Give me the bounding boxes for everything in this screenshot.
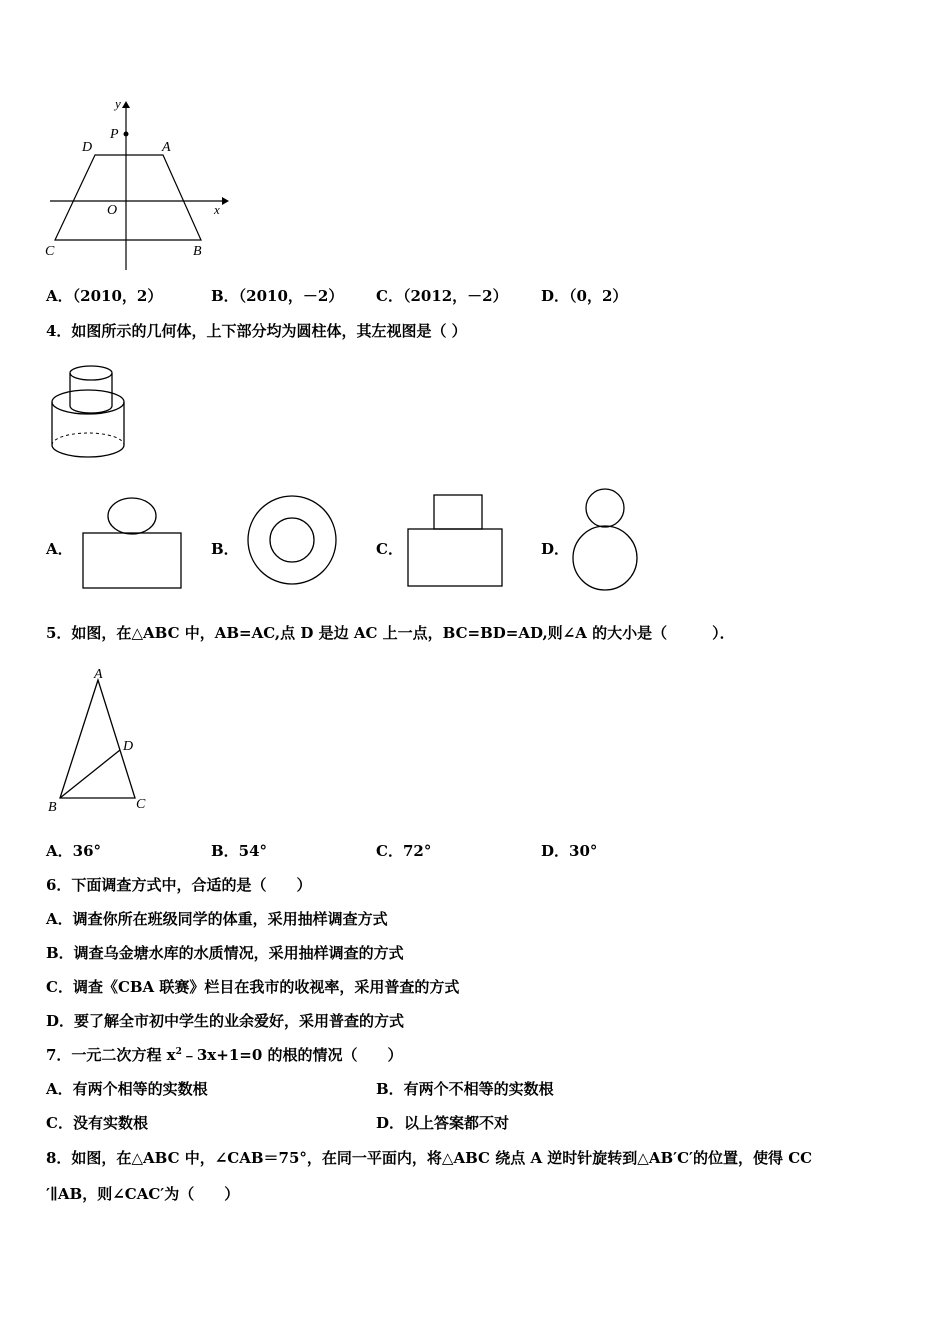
y-axis-arrow <box>122 101 130 108</box>
q4-stem: 4．如图所示的几何体，上下部分均为圆柱体，其左视图是（ ） <box>46 322 467 340</box>
q4-option-b[interactable]: B． <box>211 540 239 558</box>
q5-stem: 5．如图，在△ABC 中，AB=AC,点 D 是边 AC 上一点，BC=BD=AD,则∠A 的大小是（ ）． <box>46 624 735 642</box>
q5-option-d[interactable]: D．30° <box>541 842 598 860</box>
label-o: O <box>107 203 118 218</box>
q4-option-d-figure <box>571 487 639 593</box>
q7-stem-exponent: 2 <box>175 1047 182 1057</box>
trapezoid-dacb <box>55 155 201 240</box>
label-y: y <box>115 96 121 111</box>
q6-option-b[interactable]: B．调查乌金塘水库的水质情况，采用抽样调查的方式 <box>46 944 404 962</box>
label-x: x <box>214 202 220 217</box>
label-b: B <box>193 244 202 259</box>
q8-stem-line1: 8．如图，在△ABC 中，∠CAB＝75°，在同一平面内，将△ABC 绕点 A 逆时针旋转到△AB′C′的位置，使得 CC <box>46 1149 813 1167</box>
q3-option-c[interactable]: C．（2012，－2） <box>376 287 508 305</box>
q7-stem <box>46 1044 403 1065</box>
q6-option-d[interactable]: D．要了解全市初中学生的业余爱好，采用普查的方式 <box>46 1012 405 1030</box>
q4-option-d[interactable]: D． <box>541 540 570 558</box>
q3-coordinate-figure <box>45 98 230 273</box>
q4-option-c-figure <box>406 493 506 589</box>
label-c: C <box>136 797 146 812</box>
q5-option-c[interactable]: C．72° <box>376 842 432 860</box>
q6-option-c[interactable]: C．调查《CBA 联赛》栏目在我市的收视率，采用普查的方式 <box>46 978 460 996</box>
x-axis-arrow <box>222 197 229 205</box>
q6-option-a[interactable]: A．调查你所在班级同学的体重，采用抽样调查方式 <box>46 910 388 928</box>
label-a: A <box>162 140 171 155</box>
q7-option-a[interactable]: A．有两个相等的实数根 <box>46 1080 208 1098</box>
label-a: A <box>94 667 103 682</box>
point-p <box>124 132 129 137</box>
q7-option-d[interactable]: D．以上答案都不对 <box>376 1114 510 1132</box>
q4-option-c[interactable]: C． <box>376 540 403 558</box>
label-c: C <box>45 244 55 259</box>
q7-option-c[interactable]: C．没有实数根 <box>46 1114 148 1132</box>
q4-solid-figure <box>50 362 130 462</box>
q6-stem: 6．下面调查方式中，合适的是（ ） <box>46 876 312 894</box>
q7-stem-pre: 7．一元二次方程 x <box>46 1046 176 1064</box>
q5-option-b[interactable]: B．54° <box>211 842 268 860</box>
q4-option-a-figure <box>82 497 184 592</box>
q8-stem-line2: ′∥AB，则∠CAC′为（ ） <box>46 1185 240 1203</box>
q5-option-a[interactable]: A．36° <box>46 842 102 860</box>
label-p: P <box>110 127 119 142</box>
q3-option-d[interactable]: D．（0，2） <box>541 287 628 305</box>
q4-option-a[interactable]: A． <box>46 540 73 558</box>
label-d: D <box>123 739 134 754</box>
q7-option-b[interactable]: B．有两个不相等的实数根 <box>376 1080 554 1098</box>
q3-option-a[interactable]: A．（2010，2） <box>46 287 163 305</box>
q7-stem-post: ﹣3x+1=0 的根的情况（ ） <box>181 1046 403 1064</box>
label-d: D <box>82 140 93 155</box>
q4-option-b-figure <box>246 494 338 586</box>
q3-option-b[interactable]: B．（2010，－2） <box>211 287 344 305</box>
segment-bd <box>60 750 120 798</box>
label-b: B <box>48 800 57 815</box>
q5-triangle-figure <box>45 665 155 817</box>
